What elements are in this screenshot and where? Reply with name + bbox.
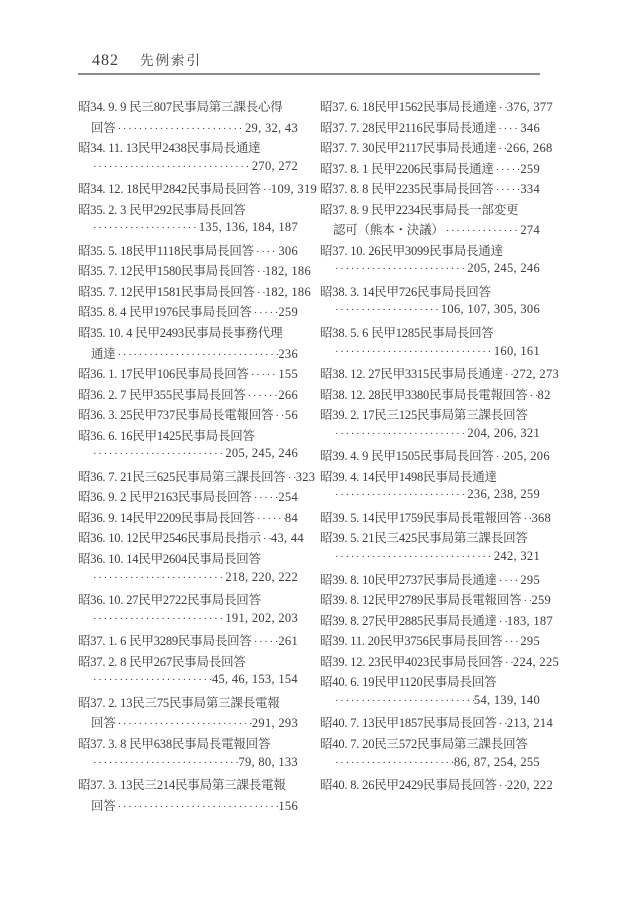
entry-text: 昭40. 7. 20民三572民事局第三課長回答	[320, 736, 528, 751]
entry-text: 昭39. 2. 17民三125民事局第三課長回答	[320, 408, 528, 423]
dot-leader	[494, 162, 521, 177]
entry-text: 昭39. 8. 10民甲2737民事局長通達	[320, 572, 497, 587]
entry-pages: 43, 44	[270, 531, 304, 546]
entry-text: 昭39. 5. 14民甲1759民事局長電報回答	[320, 510, 522, 525]
page-number: 482	[92, 52, 119, 69]
entry-text: 昭39. 8. 12民甲2789民事局長電報回答	[320, 593, 522, 608]
index-column-left	[78, 97, 318, 816]
entry-pages: 266, 268	[506, 141, 553, 156]
index-entry-line	[78, 364, 298, 385]
index-entry-line	[320, 200, 540, 221]
entry-text: 昭34. 9. 9 民三807民事局第三課長心得	[78, 100, 283, 114]
dot-leader	[91, 672, 212, 687]
index-entry-line	[78, 200, 298, 221]
entry-text: 昭39. 11. 20民甲3756民事局長回答	[320, 634, 503, 649]
entry-text: 昭37. 2. 8 民甲267民事局長回答	[78, 654, 246, 669]
entry-text: 昭39. 4. 9 民甲1505民事局長回答	[320, 449, 494, 464]
index-entry-line	[320, 302, 540, 323]
entry-text: 昭37. 6. 18民甲1562民事局長通達	[320, 100, 497, 114]
index-entry-line	[78, 302, 298, 323]
entry-pages: 45, 46, 153, 154	[211, 672, 298, 687]
dot-leader	[333, 344, 494, 359]
entry-text: 昭35. 10. 4 民甲2493民事局長事務代理	[78, 326, 283, 341]
index-entry-line	[320, 487, 540, 508]
entry-text: 昭37. 7. 28民甲2116民事局長通達	[320, 120, 497, 135]
entry-pages: 79, 80, 133	[238, 754, 298, 769]
index-entry-line	[320, 734, 540, 755]
dot-leader	[497, 716, 507, 731]
index-entry-line	[320, 528, 540, 549]
dot-leader	[528, 388, 538, 403]
index-entry-line	[78, 97, 298, 118]
dot-leader	[444, 223, 521, 238]
entry-text: 昭38. 12. 28民甲3380民事局長電報回答	[320, 387, 528, 402]
dot-leader	[249, 367, 279, 382]
entry-pages: 261	[278, 634, 298, 649]
index-entry-line	[320, 672, 540, 693]
entry-text: 昭36. 7. 21民三625民事局第三課長回答	[78, 469, 286, 484]
dot-leader	[333, 302, 441, 317]
index-entry-line	[320, 405, 540, 426]
index-entry-line	[78, 775, 298, 796]
header-rule-divider	[78, 73, 540, 75]
index-entry-line	[78, 426, 298, 447]
entry-text: 昭36. 3. 25民甲737民事局長電報回答	[78, 408, 274, 423]
dot-leader	[255, 285, 265, 300]
dot-leader	[521, 511, 531, 526]
entry-text: 昭35. 7. 12民甲1580民事局長回答	[78, 264, 255, 279]
index-entry-line	[320, 159, 540, 180]
entry-text: 回答	[91, 716, 116, 731]
entry-text: 昭37. 8. 8 民甲2235民事局長回答	[320, 182, 494, 197]
entry-pages: 224, 225	[512, 654, 560, 669]
entry-pages: 56	[284, 408, 298, 423]
index-entry-line	[320, 631, 540, 652]
entry-pages: 191, 202, 203	[225, 610, 298, 625]
index-entry-line	[78, 220, 298, 241]
index-entry-line	[320, 570, 540, 591]
entry-pages: 295	[520, 634, 540, 649]
index-entry-line	[320, 611, 554, 632]
entry-text: 昭36. 9. 2 民甲2163民事局長回答	[78, 490, 252, 505]
entry-text: 昭40. 8. 26民甲2429民事局長回答	[320, 778, 497, 793]
entry-text: 昭38. 3. 14民甲726民事局長回答	[320, 284, 491, 299]
entry-text: 昭37. 3. 13民三214民事局第三課長電報	[78, 778, 286, 793]
index-entry-line	[78, 467, 316, 488]
index-entry-line	[78, 446, 298, 467]
index-entry-line	[320, 364, 560, 385]
entry-pages: 259	[520, 161, 540, 176]
entry-pages: 106, 107, 305, 306	[440, 302, 540, 317]
entry-pages: 291, 293	[251, 716, 298, 731]
entry-pages: 368	[531, 510, 552, 525]
index-entry-line	[320, 179, 540, 200]
entry-pages: 346	[520, 120, 540, 135]
entry-text: 昭35. 7. 12民甲1581民事局長回答	[78, 284, 255, 299]
entry-text: 昭37. 8. 1 民甲2206民事局長通達	[320, 161, 494, 176]
entry-pages: 259	[278, 305, 298, 320]
index-entry-line	[78, 282, 312, 303]
entry-pages: 213, 214	[506, 716, 554, 731]
index-entry-line	[78, 672, 298, 693]
entry-text: 昭36. 10. 27民甲2722民事局長回答	[78, 593, 261, 608]
index-entry-line	[78, 487, 298, 508]
index-entry-line	[320, 652, 560, 673]
index-entry-line	[320, 549, 540, 570]
dot-leader	[497, 573, 520, 588]
entry-pages: 109, 319	[270, 182, 318, 197]
entry-text: 昭36. 6. 16民甲1425民事局長回答	[78, 428, 255, 443]
index-entry-line	[78, 405, 298, 426]
index-entry-line	[320, 138, 553, 159]
entry-pages: 183, 187	[506, 613, 554, 628]
entry-pages: 54, 139, 140	[473, 692, 540, 707]
index-entry-line	[320, 467, 540, 488]
dot-leader	[252, 490, 279, 505]
entry-pages: 274	[520, 223, 540, 238]
entry-pages: 135, 136, 184, 187	[198, 220, 298, 235]
index-entry-line	[78, 693, 298, 714]
entry-text: 昭38. 12. 27民甲3315民事局長通達	[320, 367, 503, 382]
dot-leader	[497, 100, 507, 115]
entry-pages: 295	[520, 572, 540, 587]
dot-leader	[273, 408, 284, 423]
entry-pages: 270, 272	[251, 158, 298, 173]
index-entry-line	[78, 323, 298, 344]
index-entry-line	[78, 631, 298, 652]
dot-leader	[116, 716, 252, 731]
index-column-right	[320, 97, 560, 816]
index-columns	[78, 97, 560, 816]
entry-pages: 205, 245, 246	[467, 261, 540, 276]
entry-pages: 182, 186	[264, 284, 312, 299]
index-entry-line	[320, 282, 540, 303]
dot-leader	[497, 614, 507, 629]
index-entry-line	[320, 220, 540, 241]
entry-text: 昭37. 1. 6 民甲3289民事局長回答	[78, 634, 252, 649]
entry-pages: 236	[278, 346, 298, 361]
index-entry-line	[78, 652, 298, 673]
entry-pages: 29, 32, 43	[245, 120, 298, 135]
index-entry-line	[320, 775, 554, 796]
index-entry-line	[78, 734, 298, 755]
dot-leader	[252, 305, 279, 320]
dot-leader	[286, 470, 296, 485]
index-entry-line	[320, 261, 540, 282]
entry-text: 昭36. 9. 14民甲2209民事局長回答	[78, 510, 255, 525]
entry-pages: 376, 377	[506, 100, 554, 114]
index-entry-line	[320, 755, 540, 776]
entry-text: 昭36. 10. 12民甲2546民事局長指示	[78, 531, 261, 546]
dot-leader	[91, 220, 199, 235]
index-entry-line	[78, 549, 298, 570]
dot-leader	[333, 755, 454, 770]
index-entry-line	[320, 590, 552, 611]
index-entry-line	[78, 344, 298, 365]
dot-leader	[333, 487, 467, 502]
entry-text: 昭35. 5. 18民甲1118民事局長回答	[78, 243, 254, 258]
entry-text: 昭37. 3. 8 民甲638民事局長電報回答	[78, 736, 271, 751]
entry-text: 回答	[91, 798, 116, 813]
index-entry-line	[78, 261, 312, 282]
dot-leader	[254, 244, 278, 259]
entry-text: 昭37. 10. 26民甲3099民事局長通達	[320, 243, 503, 258]
entry-pages: 160, 161	[493, 343, 540, 358]
entry-pages: 86, 87, 254, 255	[453, 754, 540, 769]
dot-leader	[116, 799, 279, 814]
index-entry-line	[78, 611, 298, 632]
page-header	[92, 49, 202, 70]
index-entry-line	[78, 385, 298, 406]
dot-leader	[502, 634, 520, 649]
index-entry-line	[78, 570, 298, 591]
entry-pages: 220, 222	[506, 778, 554, 793]
index-entry-line	[320, 426, 540, 447]
index-entry-line	[320, 385, 551, 406]
entry-pages: 236, 238, 259	[467, 487, 540, 502]
entry-pages: 334	[520, 182, 540, 197]
entry-pages: 259	[531, 593, 552, 608]
index-entry-line	[78, 179, 318, 200]
index-entry-line	[78, 755, 298, 776]
entry-text: 昭36. 2. 7 民甲355民事局長回答	[78, 387, 246, 402]
entry-pages: 156	[278, 798, 298, 813]
entry-text: 昭37. 7. 30民甲2117民事局長通達	[320, 141, 497, 156]
entry-pages: 306	[278, 243, 298, 258]
entry-text: 昭37. 8. 9 民甲2234民事局長一部変更	[320, 202, 519, 217]
dot-leader	[503, 367, 513, 382]
dot-leader	[333, 549, 494, 564]
index-entry-line	[78, 713, 298, 734]
dot-leader	[91, 570, 225, 585]
index-entry-line	[320, 508, 552, 529]
index-entry-line	[78, 159, 298, 180]
entry-pages: 84	[284, 510, 298, 525]
index-entry-line	[78, 241, 298, 262]
dot-leader	[261, 182, 271, 197]
dot-leader	[91, 446, 225, 461]
entry-text: 昭40. 7. 13民甲1857民事局長回答	[320, 716, 497, 731]
entry-pages: 323	[295, 469, 316, 484]
dot-leader	[496, 141, 506, 156]
dot-leader	[521, 593, 531, 608]
index-entry-line	[320, 323, 540, 344]
dot-leader	[497, 778, 507, 793]
index-entry-line	[320, 344, 540, 365]
index-entry-line	[78, 528, 304, 549]
entry-text: 回答	[91, 120, 116, 135]
entry-text: 昭37. 2. 13民三75民事局第三課長電報	[78, 695, 280, 710]
entry-pages: 182, 186	[264, 264, 312, 279]
entry-pages: 205, 245, 246	[225, 446, 298, 461]
entry-text: 昭34. 12. 18民甲2842民事局長回答	[78, 182, 261, 197]
entry-pages: 266	[278, 387, 298, 402]
dot-leader	[333, 693, 474, 708]
entry-text: 昭39. 8. 27民甲2885民事局長通達	[320, 613, 497, 628]
dot-leader	[333, 261, 467, 276]
dot-leader	[91, 755, 238, 770]
dot-leader	[494, 182, 521, 197]
dot-leader	[252, 634, 279, 649]
index-entry-line	[78, 590, 298, 611]
entry-text: 認可（熊本・決議）	[333, 223, 444, 238]
index-entry-line	[78, 508, 298, 529]
index-entry-line	[320, 693, 540, 714]
entry-pages: 205, 206	[503, 449, 550, 464]
entry-text: 昭38. 5. 6 民甲1285民事局長回答	[320, 326, 494, 341]
entry-text: 昭39. 5. 21民三425民事局第三課長回答	[320, 531, 528, 546]
entry-text: 昭39. 12. 23民甲4023民事局長回答	[320, 654, 503, 669]
dot-leader	[261, 531, 271, 546]
entry-text: 昭40. 6. 19民甲1120民事局長回答	[320, 675, 497, 690]
dot-leader	[255, 511, 285, 526]
entry-text: 昭36. 1. 17民甲106民事局長回答	[78, 367, 249, 382]
entry-pages: 155	[278, 367, 298, 382]
entry-pages: 204, 206, 321	[467, 425, 540, 440]
entry-text: 通達	[91, 346, 116, 361]
index-entry-line	[320, 118, 540, 139]
dot-leader	[116, 347, 279, 362]
dot-leader	[91, 611, 225, 626]
index-entry-line	[320, 446, 550, 467]
dot-leader	[503, 655, 513, 670]
entry-pages: 272, 273	[512, 367, 560, 382]
entry-text: 昭39. 4. 14民甲1498民事局長通達	[320, 469, 497, 484]
entry-text: 昭35. 2. 3 民甲292民事局長回答	[78, 202, 246, 217]
dot-leader	[494, 449, 504, 464]
entry-pages: 242, 321	[493, 549, 540, 564]
entry-text: 昭34. 11. 13民甲2438民事局長通達	[78, 141, 261, 156]
dot-leader	[255, 264, 265, 279]
dot-leader	[91, 159, 252, 174]
index-entry-line	[78, 796, 298, 817]
index-entry-line	[320, 713, 554, 734]
entry-pages: 218, 220, 222	[225, 569, 298, 584]
entry-pages: 82	[537, 387, 551, 402]
dot-leader	[246, 388, 279, 403]
dot-leader	[496, 121, 520, 136]
entry-pages: 254	[278, 490, 298, 505]
dot-leader	[333, 426, 467, 441]
dot-leader	[116, 121, 245, 136]
index-entry-line	[78, 118, 298, 139]
index-entry-line	[320, 97, 554, 118]
entry-text: 昭36. 10. 14民甲2604民事局長回答	[78, 552, 261, 567]
index-entry-line	[78, 138, 298, 159]
page-header-title: 先例索引	[140, 53, 202, 68]
entry-text: 昭35. 8. 4 民甲1976民事局長回答	[78, 305, 252, 320]
index-entry-line	[320, 241, 540, 262]
